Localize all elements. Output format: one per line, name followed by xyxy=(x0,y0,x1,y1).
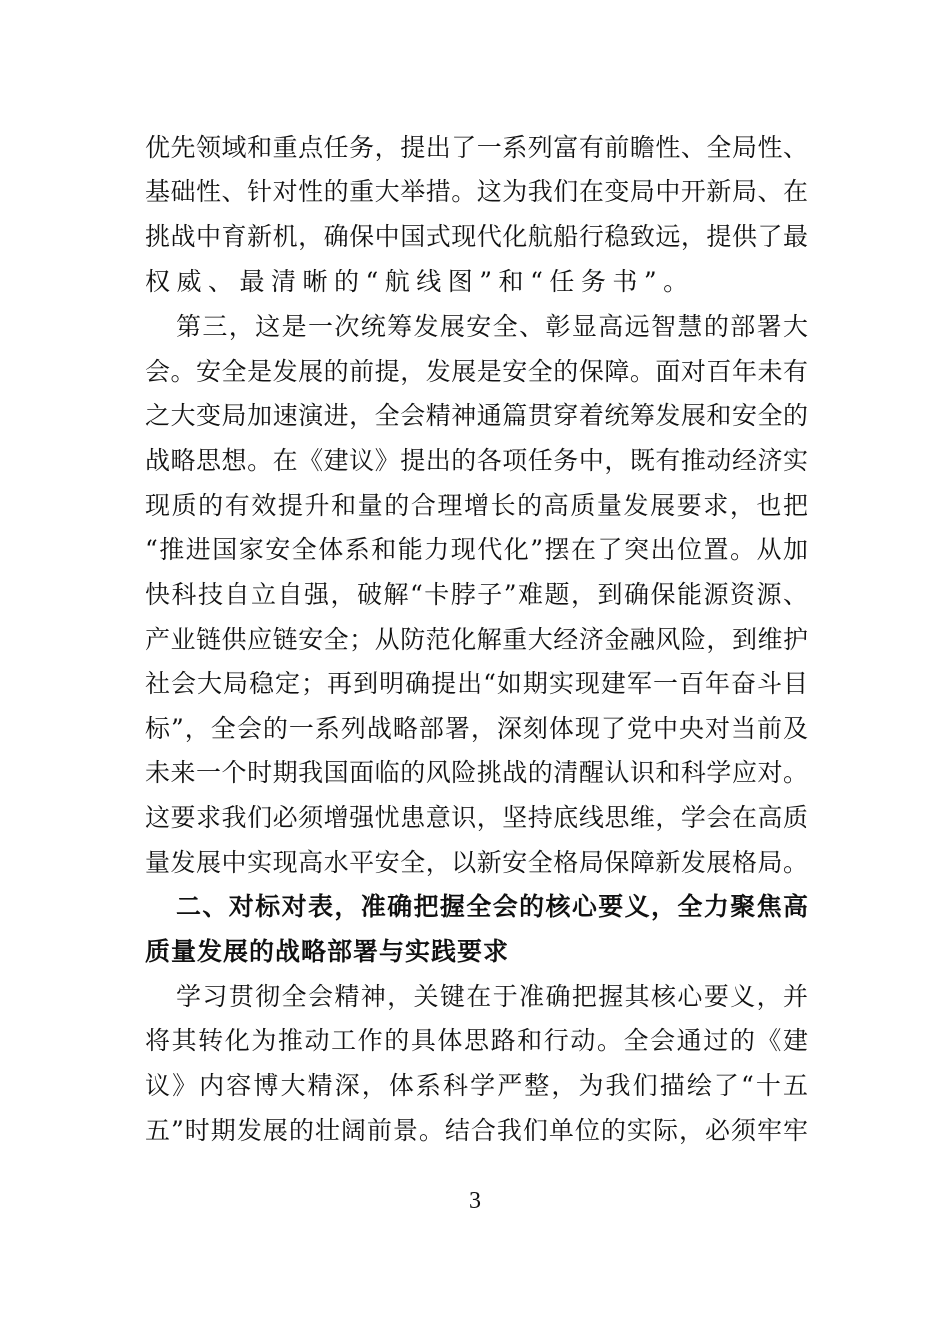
text-line: 战略思想。在《建议》提出的各项任务中，既有推动经济实 xyxy=(145,446,808,475)
text-line: 挑战中育新机，确保中国式现代化航船行稳致远，提供了最 xyxy=(145,222,808,251)
text-line: 标”，全会的一系列战略部署，深刻体现了党中央对当前及 xyxy=(145,714,808,743)
text-line: 优先领域和重点任务，提出了一系列富有前瞻性、全局性、 xyxy=(145,133,808,162)
text-line: 将其转化为推动工作的具体思路和行动。全会通过的《建 xyxy=(145,1026,808,1055)
text-line: 五”时期发展的壮阔前景。结合我们单位的实际，必须牢牢 xyxy=(145,1116,808,1145)
text-line: “推进国家安全体系和能力现代化”摆在了突出位置。从加 xyxy=(145,535,808,564)
text-line: 社会大局稳定；再到明确提出“如期实现建军一百年奋斗目 xyxy=(145,669,808,698)
page-number: 3 xyxy=(469,1188,481,1214)
text-line: 产业链供应链安全；从防范化解重大经济金融风险，到维护 xyxy=(145,625,808,654)
text-line: 议》内容博大精深，体系科学严整，为我们描绘了“十五 xyxy=(145,1071,808,1100)
text-line: 基础性、针对性的重大举措。这为我们在变局中开新局、在 xyxy=(145,177,808,206)
text-line: 权威、最清晰的“航线图”和“任务书”。 xyxy=(145,267,695,296)
text-line: 这要求我们必须增强忧患意识，坚持底线思维，学会在高质 xyxy=(145,803,808,832)
heading-line: 二、对标对表，准确把握全会的核心要义，全力聚焦高 xyxy=(176,892,808,921)
text-line: 量发展中实现高水平安全，以新安全格局保障新发展格局。 xyxy=(145,848,808,877)
text-line: 会。安全是发展的前提，发展是安全的保障。面对百年未有 xyxy=(145,357,808,386)
text-line: 之大变局加速演进，全会精神通篇贯穿着统筹发展和安全的 xyxy=(145,401,808,430)
text-line: 未来一个时期我国面临的风险挑战的清醒认识和科学应对。 xyxy=(145,758,808,787)
text-line: 第三，这是一次统筹发展安全、彰显高远智慧的部署大 xyxy=(176,312,808,341)
text-line: 快科技自立自强，破解“卡脖子”难题，到确保能源资源、 xyxy=(145,580,808,609)
text-line: 学习贯彻全会精神，关键在于准确把握其核心要义，并 xyxy=(176,982,808,1011)
text-line: 现质的有效提升和量的合理增长的高质量发展要求，也把 xyxy=(145,491,808,520)
heading-line: 质量发展的战略部署与实践要求 xyxy=(145,937,510,966)
